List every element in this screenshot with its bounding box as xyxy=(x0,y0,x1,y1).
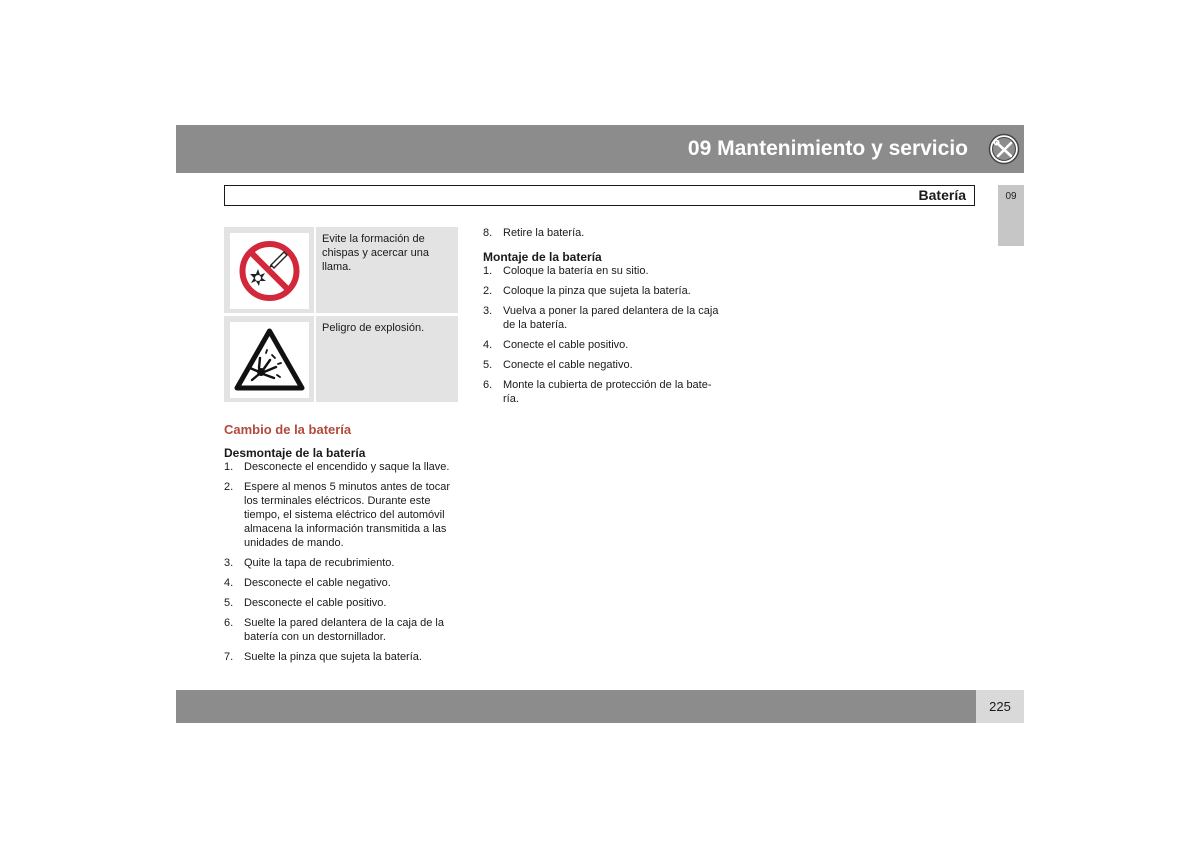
list-item: 3. Vuelva a poner la pared delantera de la caja de la batería. xyxy=(483,305,719,331)
list-item: 3. Quite la tapa de recubrimiento. xyxy=(224,557,395,569)
section-title: Batería xyxy=(918,187,966,203)
warning-image xyxy=(230,322,309,398)
no-sparks-no-flame-icon xyxy=(230,233,309,309)
warning-divider xyxy=(314,227,316,313)
footer-band xyxy=(176,690,976,723)
side-tab-label: 09 xyxy=(1005,191,1017,202)
list-item: 1. Coloque la batería en su sitio. xyxy=(483,265,649,277)
chapter-title: 09 Mantenimiento y servicio xyxy=(687,137,968,160)
warning-text: Peligro de explosión. xyxy=(322,322,425,334)
page-number-box xyxy=(976,690,1024,723)
removal-heading: Desmontaje de la batería xyxy=(224,446,366,460)
installation-steps xyxy=(483,264,721,412)
section-bar xyxy=(224,185,975,206)
page-number: 225 xyxy=(989,699,1011,714)
chapter-header xyxy=(176,125,1024,173)
warning-row xyxy=(224,227,458,313)
list-item: 6. Monte la cubierta de protección de la bate-ría. xyxy=(483,379,712,405)
warning-table xyxy=(224,227,458,402)
warning-image xyxy=(230,233,309,309)
chapter-side-tab xyxy=(998,185,1024,246)
list-item: 5. Desconecte el cable positivo. xyxy=(224,597,387,609)
list-item: 7. Suelte la pinza que sujeta la batería. xyxy=(224,651,422,663)
removal-steps-continued xyxy=(483,226,721,246)
list-item: 4. Conecte el cable positivo. xyxy=(483,339,629,351)
warning-text: Evite la formación de chispas y acercar una llama. xyxy=(322,233,429,273)
list-item: 4. Desconecte el cable negativo. xyxy=(224,577,391,589)
removal-steps xyxy=(224,460,464,670)
battery-change-heading: Cambio de la batería xyxy=(224,422,352,437)
list-item: 5. Conecte el cable negativo. xyxy=(483,359,633,371)
installation-heading: Montaje de la batería xyxy=(483,250,602,264)
list-item: 8. Retire la batería. xyxy=(483,227,585,239)
list-item: 1. Desconecte el encendido y saque la llave. xyxy=(224,461,450,473)
wrench-screwdriver-icon xyxy=(988,133,1020,165)
list-item: 2. Coloque la pinza que sujeta la batería. xyxy=(483,285,691,297)
warning-row xyxy=(224,316,458,402)
list-item: 2. Espere al menos 5 minutos antes de tocar los terminales eléctricos. Durante este tiempo, el sistema eléctrico del automóvil almacena la información transmitida a las unidades de mando. xyxy=(224,481,451,549)
warning-divider xyxy=(314,316,316,402)
explosion-hazard-icon xyxy=(230,322,309,398)
list-item: 6. Suelte la pared delantera de la caja de la batería con un destornillador. xyxy=(224,617,444,643)
